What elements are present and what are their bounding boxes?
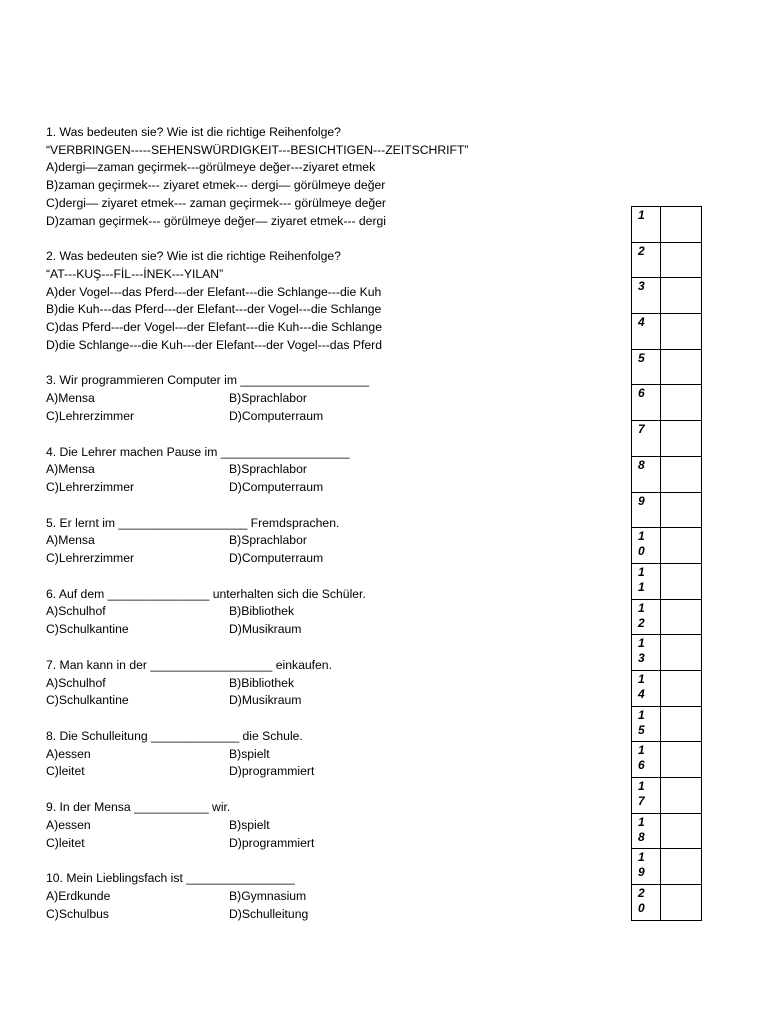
answer-row <box>632 742 702 778</box>
question-text: 3. Wir programmieren Computer im ___________________ <box>46 373 370 388</box>
answer-number: 1 3 <box>632 635 661 671</box>
answer-row <box>632 813 702 849</box>
answer-row <box>632 563 702 599</box>
answer-options <box>46 284 606 355</box>
option-c[interactable]: C)Lehrerzimmer <box>46 408 135 423</box>
question-4 <box>46 444 606 497</box>
answer-row <box>632 635 702 671</box>
option-c[interactable]: C)leitet <box>46 764 85 779</box>
option-b[interactable]: B)Sprachlabor <box>229 462 307 477</box>
option-a[interactable]: A)essen <box>46 746 91 761</box>
answer-number: 4 <box>632 314 661 350</box>
answer-options <box>46 159 606 230</box>
answer-number: 9 <box>632 492 661 528</box>
option-c[interactable]: C)Lehrerzimmer <box>46 551 135 566</box>
answer-number: 1 1 <box>632 563 661 599</box>
answer-number: 1 5 <box>632 706 661 742</box>
option-a[interactable]: A)Mensa <box>46 462 95 477</box>
answer-row <box>632 885 702 921</box>
answer-number: 1 9 <box>632 849 661 885</box>
answer-number: 8 <box>632 456 661 492</box>
answer-number: 2 0 <box>632 885 661 921</box>
answer-options <box>46 817 606 852</box>
answer-row <box>632 421 702 457</box>
option-d[interactable]: D)programmiert <box>229 835 315 850</box>
question-9 <box>46 799 606 852</box>
option-b[interactable]: B)Sprachlabor <box>229 533 307 548</box>
answer-options <box>46 461 606 496</box>
option-c[interactable]: C)Schulkantine <box>46 622 129 637</box>
answer-cell[interactable] <box>661 492 702 528</box>
answer-row <box>632 778 702 814</box>
answer-sheet-table <box>631 206 702 921</box>
answer-row <box>632 528 702 564</box>
option-b[interactable]: B)die Kuh---das Pferd---der Elefant---der Vogel---die Schlange <box>46 302 382 317</box>
option-a[interactable]: A)Mensa <box>46 533 95 548</box>
answer-options <box>46 888 606 923</box>
answer-row <box>632 349 702 385</box>
answer-cell[interactable] <box>661 242 702 278</box>
question-3 <box>46 372 606 425</box>
answer-number: 1 <box>632 207 661 243</box>
question-text: 9. In der Mensa ___________ wir. <box>46 800 231 815</box>
question-prompt: “VERBRINGEN-----SEHENSWÜRDIGKEIT---BESICHTIGEN---ZEITSCHRIFT” <box>46 142 469 157</box>
answer-cell[interactable] <box>661 207 702 243</box>
question-text: 10. Mein Lieblingsfach ist ________________ <box>46 871 295 886</box>
question-text: 2. Was bedeuten sie? Wie ist die richtige Reihenfolge? <box>46 249 341 264</box>
option-b[interactable]: B)Gymnasium <box>229 888 307 903</box>
answer-row <box>632 670 702 706</box>
answer-number: 2 <box>632 242 661 278</box>
answer-cell[interactable] <box>661 314 702 350</box>
option-c[interactable]: C)Lehrerzimmer <box>46 479 135 494</box>
question-7 <box>46 657 606 710</box>
option-d[interactable]: D)Musikraum <box>229 693 302 708</box>
answer-options <box>46 746 606 781</box>
option-b[interactable]: B)spielt <box>229 817 270 832</box>
answer-row <box>632 706 702 742</box>
option-b[interactable]: B)Bibliothek <box>229 604 295 619</box>
answer-number: 5 <box>632 349 661 385</box>
option-a[interactable]: A)Erdkunde <box>46 888 111 903</box>
question-6 <box>46 586 606 639</box>
answer-row <box>632 314 702 350</box>
answer-number: 3 <box>632 278 661 314</box>
answer-row <box>632 385 702 421</box>
question-text: 5. Er lernt im ___________________ Fremdsprachen. <box>46 515 340 530</box>
question-text: 4. Die Lehrer machen Pause im ___________________ <box>46 444 350 459</box>
question-1 <box>46 124 606 230</box>
option-d[interactable]: D)Musikraum <box>229 622 302 637</box>
option-d[interactable]: D)Schulleitung <box>229 906 309 921</box>
answer-cell[interactable] <box>661 778 702 814</box>
option-d[interactable]: D)Computerraum <box>229 479 324 494</box>
option-d[interactable]: D)zaman geçirmek--- görülmeye değer— ziyaret etmek--- dergi <box>46 213 386 228</box>
answer-cell[interactable] <box>661 421 702 457</box>
answer-options <box>46 390 606 425</box>
option-a[interactable]: A)dergi—zaman geçirmek---görülmeye değer---ziyaret etmek <box>46 160 376 175</box>
answer-cell[interactable] <box>661 385 702 421</box>
question-list <box>46 124 606 941</box>
answer-row <box>632 492 702 528</box>
option-c[interactable]: C)dergi— ziyaret etmek--- zaman geçirmek--- görülmeye değer <box>46 195 386 210</box>
answer-cell[interactable] <box>661 813 702 849</box>
answer-options <box>46 603 606 638</box>
option-c[interactable]: C)Schulkantine <box>46 693 129 708</box>
question-text: 6. Auf dem _______________ unterhalten sich die Schüler. <box>46 586 366 601</box>
answer-number: 1 7 <box>632 778 661 814</box>
option-a[interactable]: A)der Vogel---das Pferd---der Elefant---die Schlange---die Kuh <box>46 284 382 299</box>
answer-number: 7 <box>632 421 661 457</box>
answer-cell[interactable] <box>661 742 702 778</box>
option-d[interactable]: D)Computerraum <box>229 408 324 423</box>
option-d[interactable]: D)Computerraum <box>229 551 324 566</box>
option-d[interactable]: D)programmiert <box>229 764 315 779</box>
answer-row <box>632 849 702 885</box>
option-b[interactable]: B)spielt <box>229 746 270 761</box>
answer-number: 1 8 <box>632 813 661 849</box>
question-8 <box>46 728 606 781</box>
option-b[interactable]: B)Sprachlabor <box>229 391 307 406</box>
answer-cell[interactable] <box>661 528 702 564</box>
answer-options <box>46 532 606 567</box>
answer-row <box>632 599 702 635</box>
question-5 <box>46 515 606 568</box>
option-a[interactable]: A)Mensa <box>46 391 95 406</box>
option-a[interactable]: A)essen <box>46 817 91 832</box>
option-d[interactable]: D)die Schlange---die Kuh---der Elefant---der Vogel---das Pferd <box>46 337 382 352</box>
answer-cell[interactable] <box>661 278 702 314</box>
question-text: 7. Man kann in der __________________ einkaufen. <box>46 657 332 672</box>
answer-cell[interactable] <box>661 456 702 492</box>
answer-row <box>632 456 702 492</box>
option-a[interactable]: A)Schulhof <box>46 675 106 690</box>
option-a[interactable]: A)Schulhof <box>46 604 106 619</box>
answer-cell[interactable] <box>661 849 702 885</box>
option-b[interactable]: B)Bibliothek <box>229 675 295 690</box>
answer-cell[interactable] <box>661 885 702 921</box>
answer-number: 6 <box>632 385 661 421</box>
answer-cell[interactable] <box>661 635 702 671</box>
answer-cell[interactable] <box>661 563 702 599</box>
answer-cell[interactable] <box>661 670 702 706</box>
answer-options <box>46 675 606 710</box>
answer-cell[interactable] <box>661 706 702 742</box>
option-b[interactable]: B)zaman geçirmek--- ziyaret etmek--- dergi— görülmeye değer <box>46 178 386 193</box>
option-c[interactable]: C)das Pferd---der Vogel---der Elefant---die Kuh---die Schlange <box>46 320 382 335</box>
question-2 <box>46 248 606 354</box>
question-prompt: “AT---KUŞ---FİL---İNEK---YILAN” <box>46 266 224 281</box>
option-c[interactable]: C)Schulbus <box>46 906 109 921</box>
answer-number: 1 6 <box>632 742 661 778</box>
answer-number: 1 4 <box>632 670 661 706</box>
option-c[interactable]: C)leitet <box>46 835 85 850</box>
answer-row <box>632 278 702 314</box>
answer-row <box>632 242 702 278</box>
answer-number: 1 0 <box>632 528 661 564</box>
answer-number: 1 2 <box>632 599 661 635</box>
answer-cell[interactable] <box>661 599 702 635</box>
answer-cell[interactable] <box>661 349 702 385</box>
question-text: 1. Was bedeuten sie? Wie ist die richtige Reihenfolge? <box>46 125 341 139</box>
question-text: 8. Die Schulleitung _____________ die Schule. <box>46 728 303 743</box>
answer-row <box>632 207 702 243</box>
question-10 <box>46 870 606 923</box>
